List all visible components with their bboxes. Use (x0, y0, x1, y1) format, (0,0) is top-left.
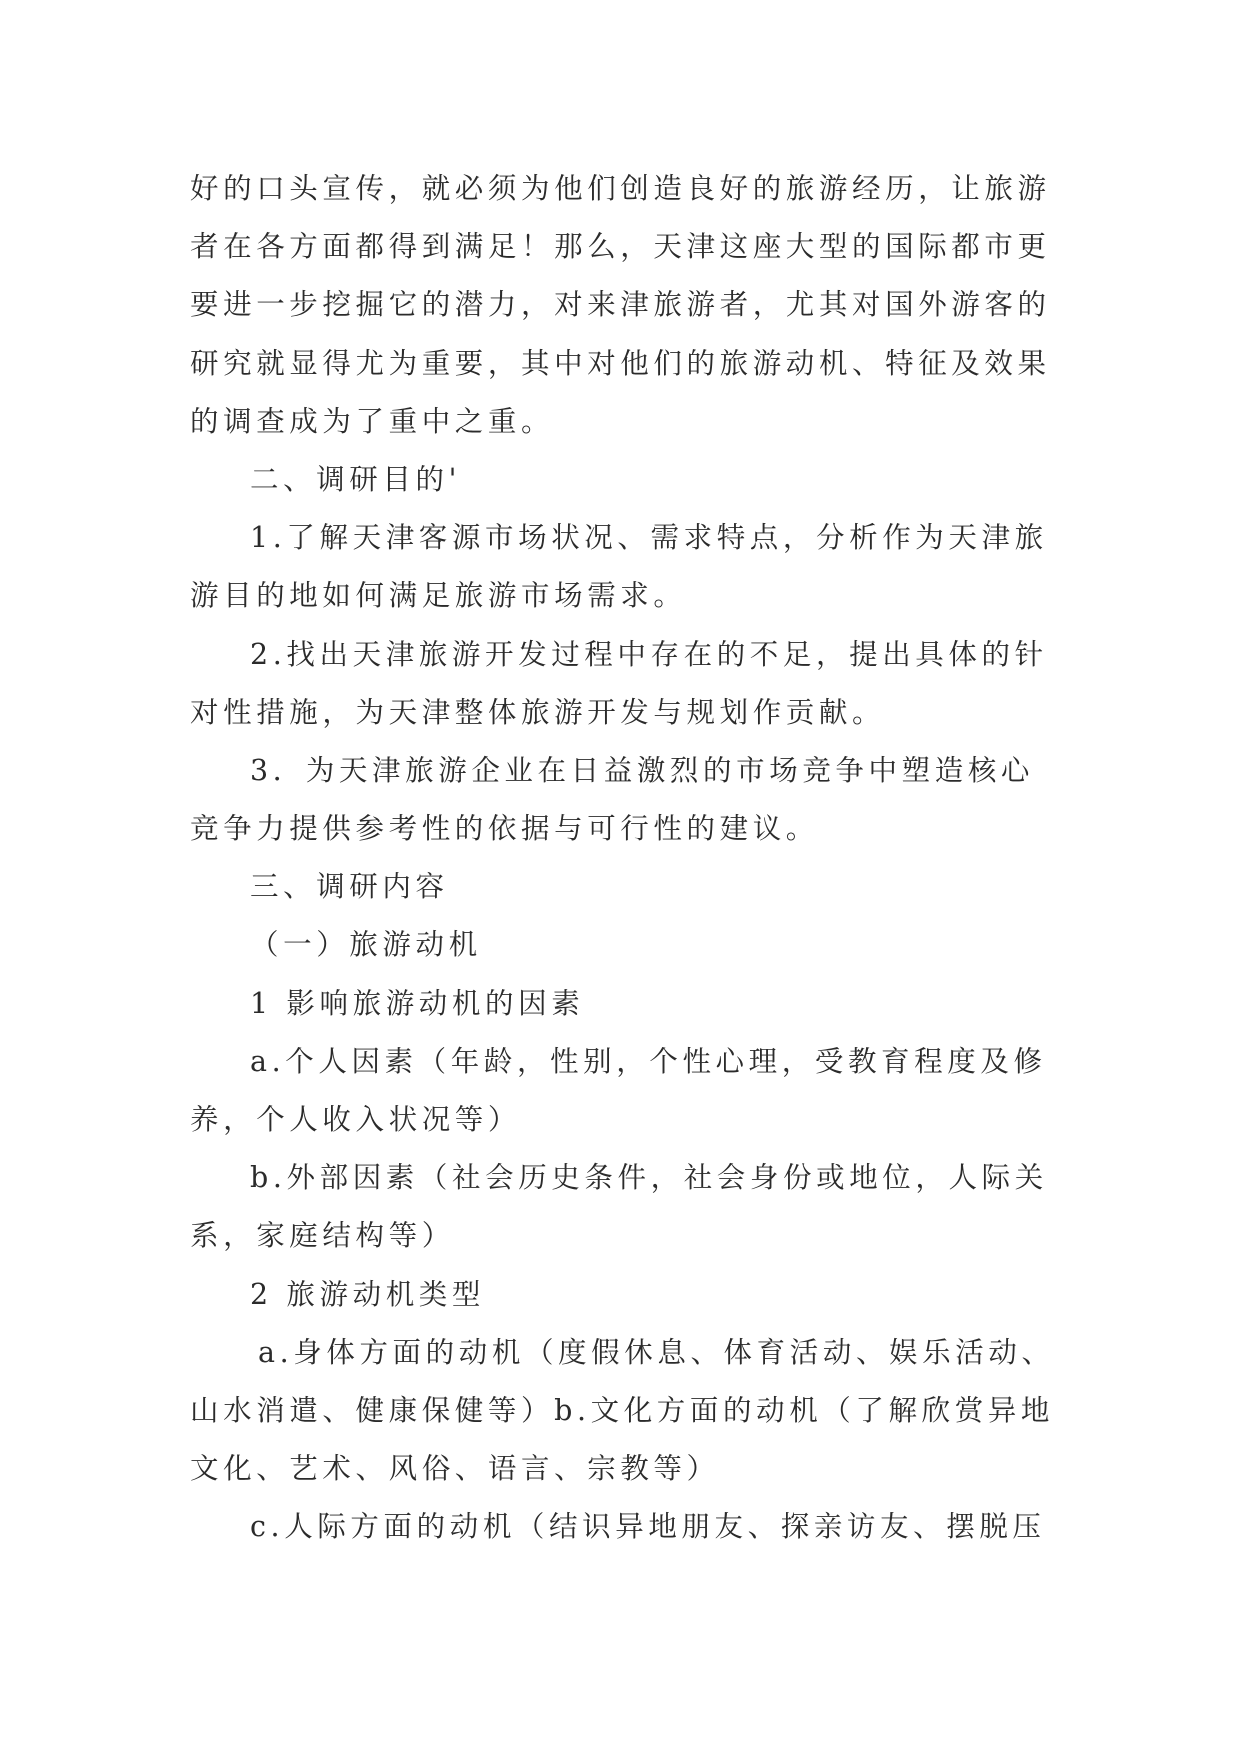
text-line: a.身体方面的动机（度假休息、体育活动、娱乐活动、 (258, 1335, 1055, 1369)
list-heading: 2 旅游动机类型 (250, 1277, 485, 1311)
text-line: 游目的地如何满足旅游市场需求。 (190, 579, 687, 613)
text-line: 要进一步挖掘它的潜力，对来津旅游者，尤其对国外游客的 (190, 288, 1051, 322)
text-line: 系，家庭结构等） (190, 1219, 455, 1253)
text-line: 者在各方面都得到满足！那么，天津这座大型的国际都市更 (190, 230, 1051, 264)
text-line: 2.找出天津旅游开发过程中存在的不足，提出具体的针 (250, 637, 1048, 671)
text-line: 的调查成为了重中之重。 (190, 404, 555, 438)
text-line: 养，个人收入状况等） (190, 1103, 522, 1136)
text-line: c.人际方面的动机（结识异地朋友、探亲访友、摆脱压 (250, 1510, 1046, 1544)
text-line: a.个人因素（年龄，性别，个性心理，受教育程度及修 (250, 1044, 1047, 1078)
text-line: b.外部因素（社会历史条件，社会身份或地位，人际关 (250, 1161, 1048, 1195)
text-line: 文化、艺术、风俗、语言、宗教等） (190, 1452, 720, 1486)
section-heading: 三、调研内容 (250, 870, 449, 904)
subsection-heading: （一）旅游动机 (250, 928, 482, 962)
text-line: 研究就显得尤为重要，其中对他们的旅游动机、特征及效果 (190, 346, 1051, 380)
text-line: 竞争力提供参考性的依据与可行性的建议。 (190, 812, 819, 846)
text-line: 1.了解天津客源市场状况、需求特点，分析作为天津旅 (250, 521, 1048, 555)
list-heading: 1 影响旅游动机的因素 (250, 986, 585, 1020)
text-line: 3．为天津旅游企业在日益激烈的市场竞争中塑造核心 (250, 753, 1035, 787)
document-body (190, 160, 1055, 1557)
text-line: 山水消遣、健康保健等）b.文化方面的动机（了解欣赏异地 (190, 1393, 1055, 1427)
text-line: 好的口头宣传，就必须为他们创造良好的旅游经历，让旅游 (190, 172, 1051, 205)
section-heading: 二、调研目的' (250, 462, 462, 496)
text-line: 对性措施，为天津整体旅游开发与规划作贡献。 (190, 695, 886, 729)
